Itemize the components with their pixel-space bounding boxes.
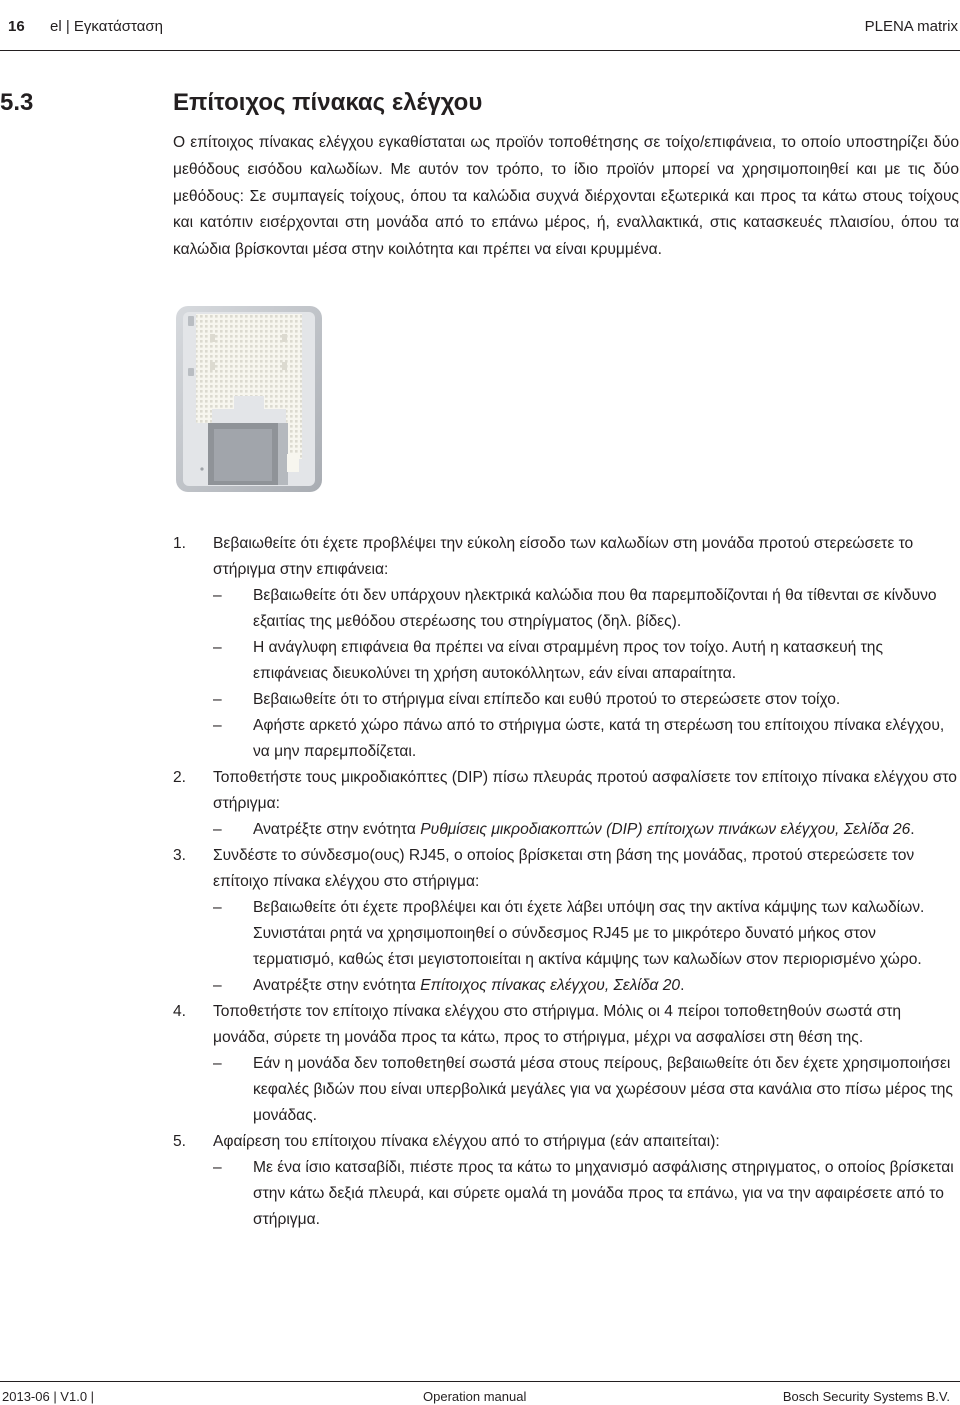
bullet-item — [213, 895, 960, 973]
step-number: 2. — [173, 769, 187, 786]
step-number: 4. — [173, 1003, 187, 1020]
page-footer — [0, 1381, 960, 1405]
bullet-item — [213, 1051, 960, 1129]
bullet-text: Με ένα ίσιο κατσαβίδι, πιέστε προς τα κάτω το μηχανισμό ασφάλισης στηριγματος, ο οποίος βρίσκεται στην κάτω δεξιά πλευρά, και σύρετε ομαλά τη μονάδα προς τα επάνω, για να την αφαιρέσετε από το στήριγμα. — [253, 1159, 954, 1228]
page-number: 16 — [8, 18, 25, 35]
step-number: 5. — [173, 1133, 187, 1150]
intro-paragraph: Ο επίτοιχος πίνακας ελέγχου εγκαθίσταται ως προϊόν τοποθέτησης σε τοίχο/επιφάνεια, το οποίο υποστηρίζει δύο μεθόδους εισόδου καλωδίων. Με αυτόν τον τρόπο, το ίδιο προϊόν μπορεί να χρησιμοποιηθεί και με τις δύο μεθόδους: Σε συμπαγείς τοίχους, όπου τα καλώδια συχνά διέρχονται εξωτερικά και προς τα κάτω στους τοίχους και κατόπιν εισέρχονται στη μονάδα από το επάνω μέρος, ή, εναλλακτικά, στις κατασκευές πλαισίου, όπου τα καλώδια βρίσκονται μέσα στην κοιλότητα και πρέπει να είναι κρυμμένα. — [173, 134, 959, 259]
bullet-item — [213, 687, 960, 713]
header-section: el | Εγκατάσταση — [50, 18, 164, 35]
step-text: Βεβαιωθείτε ότι έχετε προβλέψει την εύκολη είσοδο των καλωδίων στη μονάδα προτού στερεώσετε το στήριγμα στην επιφάνεια: — [213, 535, 914, 578]
bullet-dash: – — [213, 899, 222, 916]
bullet-item — [213, 583, 960, 635]
bullet-text: Βεβαιωθείτε ότι το στήριγμα είναι επίπεδο και ευθύ προτού το στερεώσετε στον τοίχο. — [253, 691, 841, 708]
header-rule — [0, 50, 960, 51]
bullet-text: Βεβαιωθείτε ότι έχετε προβλέψει και ότι έχετε λάβει υπόψη σας την ακτίνα κάμψης των καλωδίων. Συνιστάται ρητά να χρησιμοποιηθεί ο σύνδεσμος RJ45 με το μικρότερο δυνατό μήκος στον τερματισμό, καθώς έτσι μεγιστοποιείται η ακτίνα κάμψης των καλωδίων στον περιορισμένο χώρο. — [253, 899, 925, 968]
bullet-text: Ανατρέξτε στην ενότητα — [253, 977, 421, 994]
bullet-dash: – — [213, 977, 222, 994]
bullet-text: Εάν η μονάδα δεν τοποθετηθεί σωστά μέσα στους πείρους, βεβαιωθείτε ότι δεν έχετε χρησιμοποιήσει κεφαλές βιδών που είναι υπερβολικά μεγάλες για να χωρέσουν μέσα στα κανάλια στο πίσω μέρος της μονάδας. — [253, 1055, 953, 1124]
footer-date-version: 2013-06 | V1.0 | — [2, 1389, 95, 1404]
bullet-text: Η ανάγλυφη επιφάνεια θα πρέπει να είναι στραμμένη προς τον τοίχο. Αυτή η κατασκευή της επιφάνειας διευκολύνει τη χρήση αυτοκόλλητων, εάν είναι απαραίτητα. — [253, 639, 883, 682]
bullet-item — [213, 1155, 960, 1233]
footer-rule — [0, 1381, 960, 1382]
header-product: PLENA matrix — [864, 18, 958, 35]
cross-reference-link[interactable]: Επίτοιχος πίνακας ελέγχου, Σελίδα 20 — [420, 977, 681, 994]
footer-doc-type: Operation manual — [423, 1389, 527, 1404]
bullet-text-end: . — [680, 977, 685, 994]
bullet-item — [213, 635, 960, 687]
step-3 — [173, 843, 960, 999]
bullet-text: Ανατρέξτε στην ενότητα — [253, 821, 421, 838]
step-number: 3. — [173, 847, 187, 864]
bullet-dash: – — [213, 1159, 222, 1176]
bullet-dash: – — [213, 717, 222, 734]
instruction-steps — [173, 531, 960, 1233]
section-number: 5.3 — [0, 89, 34, 116]
wall-panel-bracket-image — [174, 304, 324, 494]
bullet-item — [213, 973, 960, 999]
step-2 — [173, 765, 960, 843]
bullet-dash: – — [213, 639, 222, 656]
step-5 — [173, 1129, 960, 1233]
bullet-text: Βεβαιωθείτε ότι δεν υπάρχουν ηλεκτρικά καλώδια που θα παρεμποδίζονται ή θα τίθενται σε κίνδυνο εξαιτίας της μεθόδου στερέωσης του στηρίγματος (δηλ. βίδες). — [253, 587, 937, 630]
bullet-item — [213, 713, 960, 765]
step-1 — [173, 531, 960, 765]
section-title-text: Επίτοιχος πίνακας ελέγχου — [173, 89, 483, 116]
bullet-dash: – — [213, 587, 222, 604]
bullet-dash: – — [213, 1055, 222, 1072]
cross-reference-link[interactable]: Ρυθμίσεις μικροδιακοπτών (DIP) επίτοιχων πινάκων ελέγχου, Σελίδα 26 — [420, 821, 911, 838]
bullet-text-end: . — [910, 821, 915, 838]
page-header — [0, 0, 960, 50]
bullet-dash: – — [213, 821, 222, 838]
step-text: Συνδέστε το σύνδεσμο(ους) RJ45, ο οποίος βρίσκεται στη βάση της μονάδας, προτού στερεώσετε τον επίτοιχο πίνακα ελέγχου στο στήριγμα: — [213, 847, 915, 890]
bullet-text: Αφήστε αρκετό χώρο πάνω από το στήριγμα ώστε, κατά τη στερέωση του επίτοιχου πίνακα ελέγχου, να μην παρεμποδίζεται. — [253, 717, 945, 760]
step-number: 1. — [173, 535, 187, 552]
bullet-item — [213, 817, 960, 843]
step-text: Αφαίρεση του επίτοιχου πίνακα ελέγχου από το στήριγμα (εάν απαιτείται): — [213, 1133, 720, 1150]
bullet-dash: – — [213, 691, 222, 708]
footer-company: Bosch Security Systems B.V. — [782, 1389, 950, 1404]
step-4 — [173, 999, 960, 1129]
step-text: Τοποθετήστε τους μικροδιακόπτες (DIP) πίσω πλευράς προτού ασφαλίσετε τον επίτοιχο πίνακα ελέγχου στο στήριγμα: — [213, 769, 957, 812]
step-text: Τοποθετήστε τον επίτοιχο πίνακα ελέγχου στο στήριγμα. Μόλις οι 4 πείροι τοποθετηθούν σωστά στη μονάδα, σύρετε τη μονάδα προς τα κάτω, προς το στήριγμα, μέχρι να ασφαλίσει στη θέση της. — [213, 1003, 902, 1046]
